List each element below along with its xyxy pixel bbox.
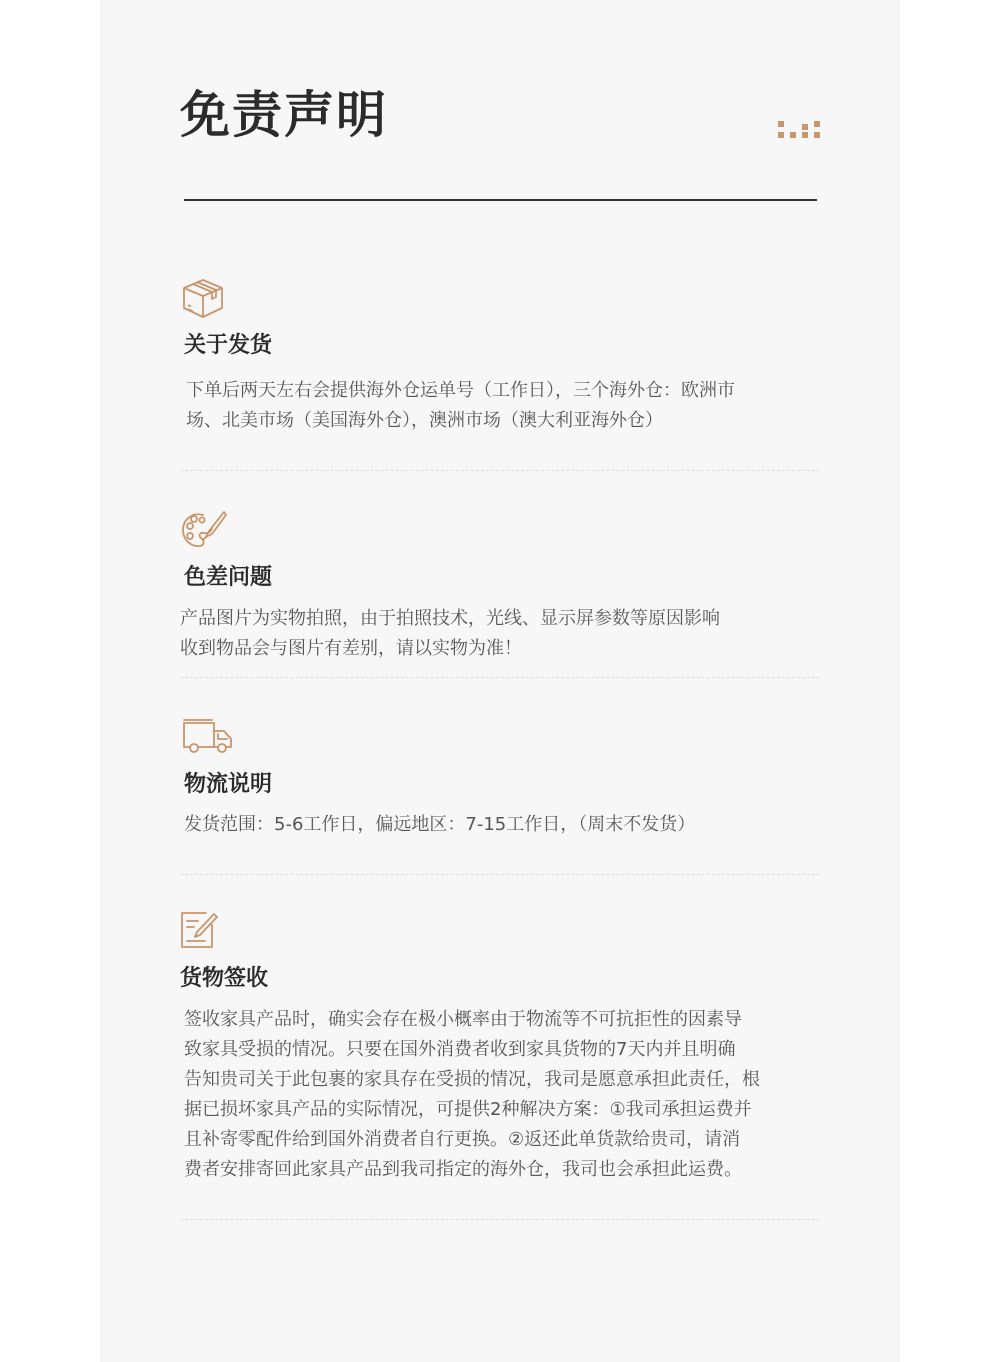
delivery-truck-icon: [182, 718, 234, 754]
text-line: 费者安排寄回此家具产品到我司指定的海外仓，我司也会承担此运费。: [184, 1159, 742, 1180]
text-line: 发货范围：5-6工作日，偏远地区：7-15工作日，（周末不发货）: [184, 814, 696, 835]
section-text-receipt: [184, 1005, 760, 1185]
section-divider: [180, 470, 820, 471]
sign-edit-icon: [180, 911, 218, 949]
text-line: 告知贵司关于此包裹的家具存在受损的情况，我司是愿意承担此责任，根: [184, 1069, 760, 1090]
title-divider: [184, 199, 817, 201]
section-divider: [180, 874, 820, 875]
section-title-shipping: 关于发货: [184, 333, 273, 358]
text-line: 致家具受损的情况。只要在国外消费者收到家具货物的7天内并且明确: [184, 1039, 736, 1060]
text-line: 产品图片为实物拍照，由于拍照技术，光线、显示屏参数等原因影响: [180, 608, 720, 629]
section-text-shipping: [186, 376, 735, 436]
text-line: 场、北美市场（美国海外仓），澳洲市场（澳大利亚海外仓）: [186, 410, 663, 431]
section-title-receipt: 货物签收: [180, 966, 269, 991]
section-divider: [180, 1219, 820, 1220]
page-title: 免责声明: [180, 86, 388, 144]
text-line: 签收家具产品时，确实会存在极小概率由于物流等不可抗拒性的因素导: [184, 1009, 742, 1030]
decorative-dots-icon: [778, 121, 822, 139]
section-divider: [180, 677, 820, 678]
text-line: 据已损坏家具产品的实际情况，可提供2种解决方案：①我司承担运费并: [184, 1099, 752, 1120]
package-box-icon: [182, 277, 224, 319]
text-line: 收到物品会与图片有差别，请以实物为准！: [180, 638, 522, 659]
section-text-logistics: [184, 810, 695, 840]
section-title-logistics: 物流说明: [184, 772, 273, 797]
text-line: 且补寄零配件给到国外消费者自行更换。②返还此单货款给贵司，请消: [184, 1129, 741, 1150]
text-line: 下单后两天左右会提供海外仓运单号（工作日），三个海外仓：欧洲市: [186, 380, 735, 401]
section-text-color-difference: [180, 604, 720, 664]
section-title-color-difference: 色差问题: [184, 565, 273, 590]
palette-icon: [181, 509, 227, 549]
